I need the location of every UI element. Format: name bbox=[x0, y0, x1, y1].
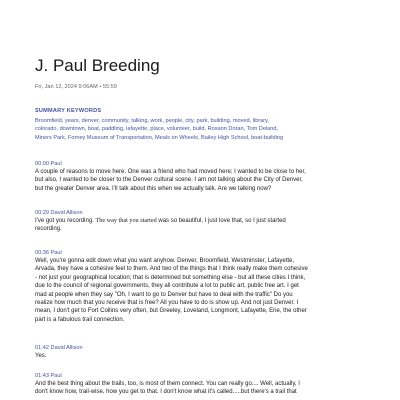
segment-text bbox=[35, 380, 371, 397]
document-title: J. Paul Breeding bbox=[35, 56, 160, 75]
text-line: mad at people when they say "Oh, I want to go to Denver but have to deal with the traffic" Do you bbox=[35, 291, 293, 298]
text-line: mean, I don't get to Fort Collins very often, but Greeley, Loveland, Longmont, Lafayette, Erie, the other bbox=[35, 308, 307, 315]
keywords-list bbox=[35, 117, 365, 142]
text-line: Yes. bbox=[35, 353, 47, 359]
text-run: I've got you recording. bbox=[35, 218, 96, 224]
text-line: but also, I wanted to be closer to the Denver cultural scene. I am not talking about the City of Denver, bbox=[35, 177, 303, 184]
transcript-segment bbox=[35, 344, 371, 360]
text-line: realize how much that you receive that is free? All you have to do is show up. And not just Denver. I bbox=[35, 300, 299, 307]
segment-text bbox=[35, 217, 371, 234]
text-line: Well, you're gonna edit down what you want anyhow. Denver, Broomfield, Westminster, Lafayette, bbox=[35, 258, 295, 264]
text-line bbox=[35, 217, 371, 225]
keywords-line: Broomfield, years, denver, community, talking, work, people, city, park, building, moved, library, bbox=[35, 118, 270, 124]
speaker-timestamp: 01:43 Paul bbox=[35, 373, 62, 379]
text-line: due to the council of regional governments, they all contribute a lot to public art, public free art. I get bbox=[35, 283, 299, 290]
text-line: don't know how, trail-wise, how you get to that. I don't know what it's called.....but there's a trail that bbox=[35, 389, 297, 396]
text-line: Arvada, they have a cohesive feel to them. And two of the things that I think really make them cohesive bbox=[35, 266, 308, 273]
text-line: recording. bbox=[35, 226, 62, 233]
text-line: - not just your geographical location; that is determined but something else - but all these cities I think, bbox=[35, 274, 306, 281]
text-run: was so beautiful, I just love that, so I just started bbox=[156, 218, 286, 224]
keywords-heading: SUMMARY KEYWORDS bbox=[35, 108, 102, 114]
text-line: And the best thing about the trails, too, is most of them connect. You can really go.... Well, actually, I bbox=[35, 381, 300, 387]
transcript-segment bbox=[35, 372, 371, 397]
text-line: part is a fabulous trail connection. bbox=[35, 316, 125, 323]
segment-text bbox=[35, 257, 371, 324]
document-date: Fri, Jan 12, 2024 9:06AM • 55:59 bbox=[35, 84, 117, 90]
text-line: but the greater Denver area. I'll talk about this when we actually talk. Are we talking now? bbox=[35, 185, 272, 192]
segment-text bbox=[35, 352, 371, 360]
transcript-segment bbox=[35, 249, 371, 324]
speaker-timestamp: 00:29 David Allison bbox=[35, 210, 83, 216]
speaker-timestamp: 01:42 David Allison bbox=[35, 345, 83, 351]
speaker-timestamp: 00:00 Paul bbox=[35, 161, 62, 167]
transcript-segment bbox=[35, 209, 371, 234]
text-line: A couple of reasons to move here. One was a friend who had moved here; I wanted to be close to her, bbox=[35, 169, 306, 175]
segment-text bbox=[35, 168, 371, 193]
keywords-line: colorado, downtown, boat, paddling, lafayette, place, volunteer, build, Rosann Doran, Tom Deland, bbox=[35, 126, 279, 133]
speaker-timestamp: 00:36 Paul bbox=[35, 250, 62, 256]
keywords-line: Miners Park, Forney Museum of Transportation, Meals on Wheels, Bailey High School, boat-building bbox=[35, 134, 284, 141]
transcript-segment bbox=[35, 160, 371, 193]
text-run-serif: The way that you started bbox=[95, 217, 157, 224]
